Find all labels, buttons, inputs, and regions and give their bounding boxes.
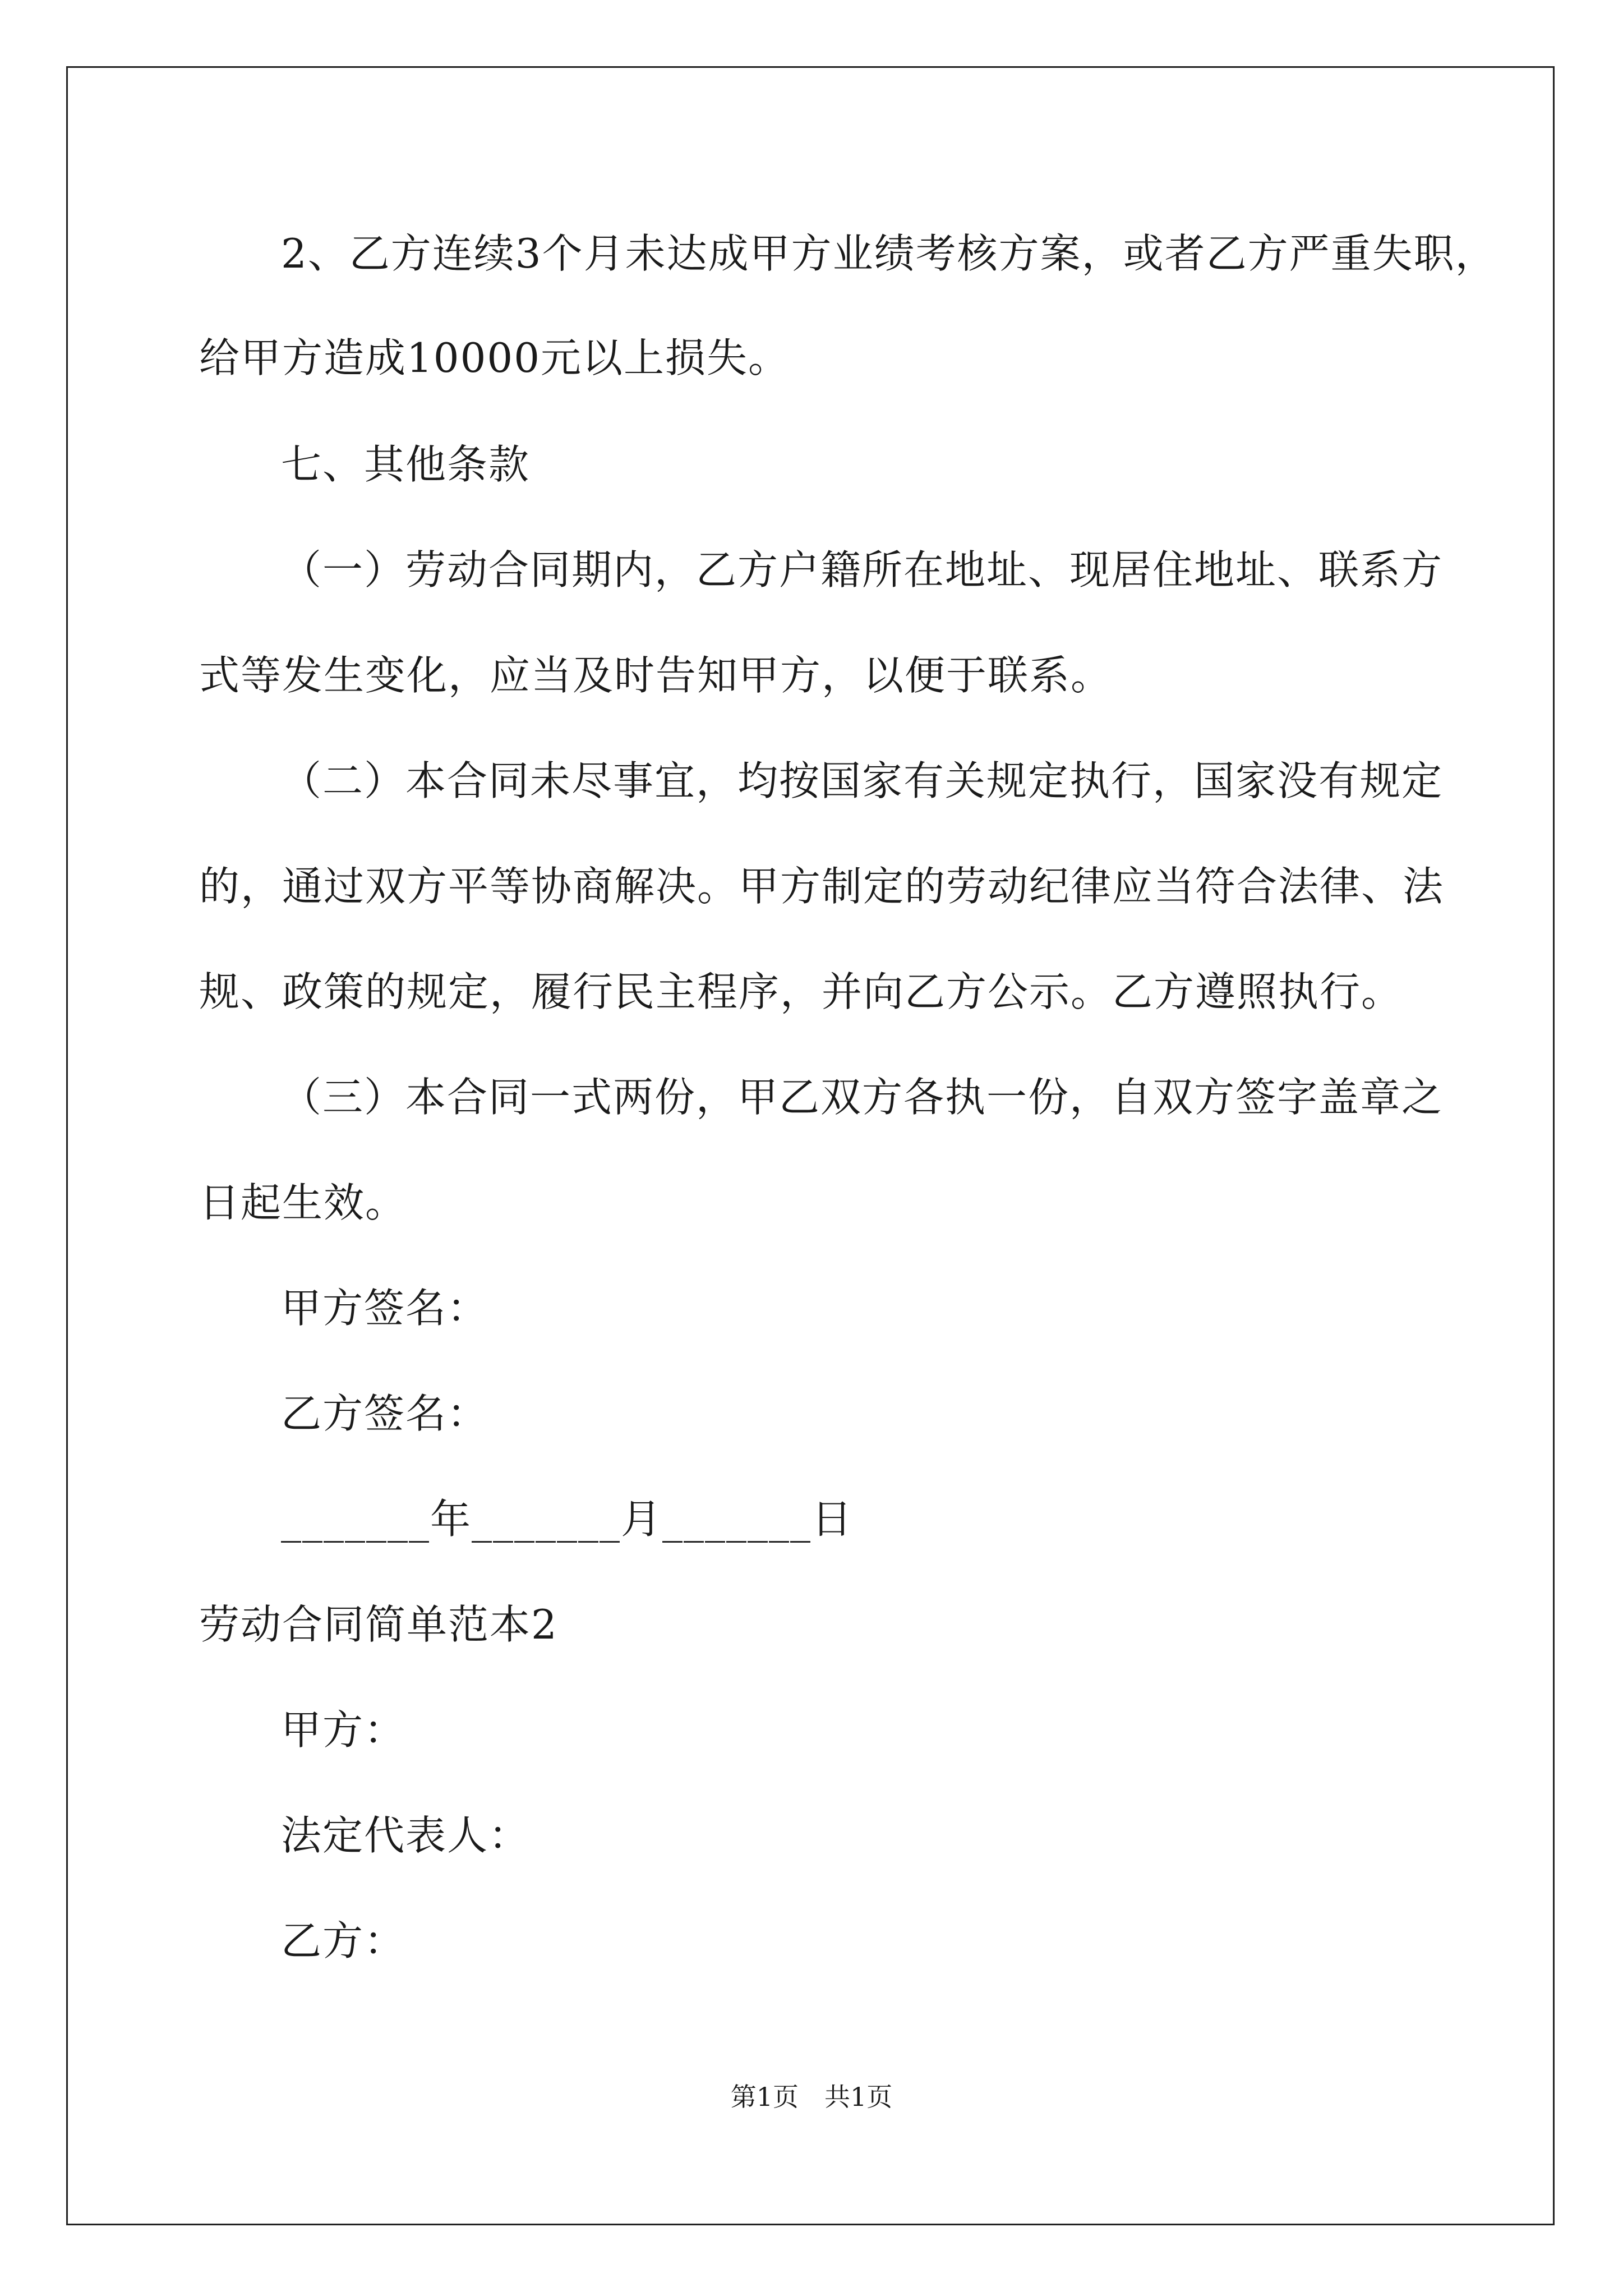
paragraph-line: （二）本合同未尽事宜，均按国家有关规定执行，国家没有规定 <box>281 757 1444 804</box>
paragraph-line: 给甲方造成10000元以上损失。 <box>199 334 790 381</box>
paragraph-line: 规、政策的规定，履行民主程序，并向乙方公示。乙方遵照执行。 <box>199 968 1403 1015</box>
paragraph-line: 日起生效。 <box>199 1179 407 1226</box>
page-total: 共1页 <box>824 2082 893 2112</box>
paragraph-line: （三）本合同一式两份，甲乙双方各执一份，自双方签字盖章之 <box>281 1074 1444 1121</box>
paragraph-line: 的，通过双方平等协商解决。甲方制定的劳动纪律应当符合法律、法 <box>199 863 1445 910</box>
page-footer <box>0 2080 1623 2114</box>
legal-representative-label: 法定代表人： <box>281 1812 531 1859</box>
section-heading: 七、其他条款 <box>281 441 531 488</box>
document-title: 劳动合同简单范本2 <box>199 1601 558 1648</box>
paragraph-line: 2、乙方连续3个月未达成甲方业绩考核方案，或者乙方严重失职， <box>281 230 1497 277</box>
date-blank-line: _______年_______月_______日 <box>281 1496 853 1543</box>
page-border <box>66 66 1555 2225</box>
paragraph-line: （一）劳动合同期内，乙方户籍所在地址、现居住地址、联系方 <box>281 546 1444 593</box>
signature-party-a: 甲方签名： <box>281 1285 489 1332</box>
paragraph-line: 式等发生变化，应当及时告知甲方，以便于联系。 <box>199 652 1113 699</box>
signature-party-b: 乙方签名： <box>281 1390 489 1437</box>
page-number: 第1页 <box>730 2082 799 2112</box>
party-a-label: 甲方： <box>281 1706 406 1754</box>
party-b-label: 乙方： <box>281 1917 406 1964</box>
